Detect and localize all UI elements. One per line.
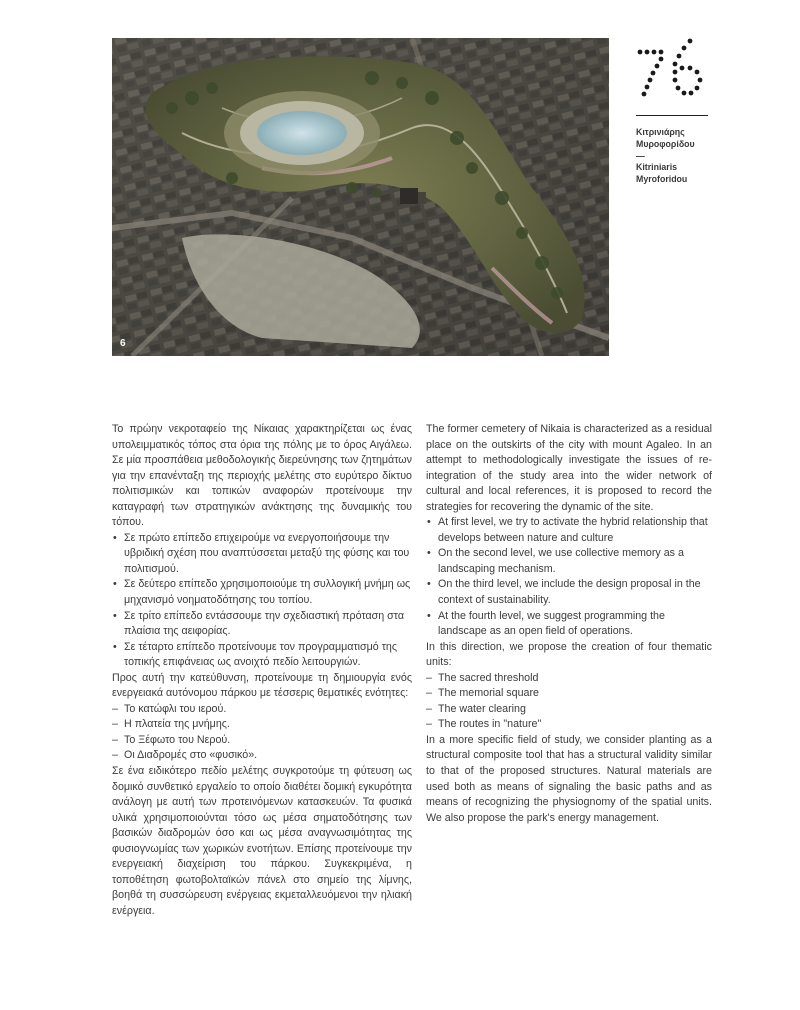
- english-text-column: [426, 422, 712, 826]
- greek-closing-paragraph: Σε ένα ειδικότερο πεδίο μελέτης συγκροτούμε τη φύτευση ως δομικό συνθετικό εργαλείο το οποίο διαθέτει δομική εγκυρότητα ανάλογη με αυτή των προτεινόμενων κατασκευών. Τα φυσικά υλικά χρησιμοποιούνται τόσο ως μέσα σηματοδότησης των βασικών διαδρομών όσο και ως μέσα αναγνωσιμότητας της φυσιογνωμίας των χωρικών ενοτήτων. Επίσης προτείνουμε την ενεργειακή διαχείριση του πάρκου. Συγκεκριμένα, η τοποθέτηση φωτοβολταϊκών πάνελ στο σημείο της λίμνης, βοηθά τη συσσώρευση ενέργειας εκμεταλλευόμενοι την ηλιακή ενέργεια.: [112, 765, 412, 917]
- greek-level-item: • Σε τέταρτο επίπεδο προτείνουμε τον προγραμματισμό της τοπικής επιφάνειας ως ανοιχτό πεδίο λειτουργιών.: [112, 640, 412, 671]
- author-latin-line1: Kitriniaris: [636, 162, 678, 173]
- author-latin-line2: Myroforidou: [636, 174, 688, 185]
- greek-unit-item: – Οι Διαδρομές στο «φυσικό».: [112, 748, 412, 764]
- greek-unit-item: – Το κατώφλι του ιερού.: [112, 702, 412, 718]
- english-closing-paragraph: In a more specific field of study, we consider planting as a structural composite tool that has a structural validity similar to that of the proposed structures. Natural materials are used both as means of signaling the basic paths and as means of recognizing the physiognomy of the spatial units. We also propose the park's energy management.: [426, 733, 712, 824]
- greek-unit-item: – Η πλατεία της μνήμης.: [112, 717, 412, 733]
- author-separator: —: [636, 150, 645, 161]
- greek-level-item: • Σε δεύτερο επίπεδο χρησιμοποιούμε τη συλλογική μνήμη ως μηχανισμό νοηματοδότησης του τοπίου.: [112, 577, 412, 608]
- english-units-intro: In this direction, we propose the creation of four thematic units:: [426, 640, 712, 669]
- author-credits: [636, 127, 766, 186]
- greek-units-intro: Προς αυτή την κατεύθυνση, προτείνουμε τη δημιουργία ενός ενεργειακά αυτόνομου πάρκου με τέσσερις θεματικές ενότητες:: [112, 671, 412, 700]
- author-greek-line2: Μυροφορίδου: [636, 138, 695, 149]
- greek-units-list: [112, 702, 412, 764]
- greek-unit-item: – Το Ξέφωτο του Νερού.: [112, 733, 412, 749]
- dot-matrix-76-logo: [636, 38, 708, 100]
- greek-level-item: • Σε τρίτο επίπεδο εντάσσουμε την σχεδιαστική πρόταση στα πλαίσια της αειφορίας.: [112, 609, 412, 640]
- english-unit-item: – The water clearing: [426, 702, 712, 718]
- english-level-item: • At the fourth level, we suggest programming the landscape as an open field of operations.: [426, 609, 712, 640]
- english-intro-paragraph: The former cemetery of Nikaia is characterized as a residual place on the outskirts of the city with mount Agaleo. In an attempt to methodologically investigate the issues of re-integration of the study area into the wider network of cultural and local references, it is proposed to record the strategies for recovering the dynamic of the site.: [426, 423, 712, 513]
- english-units-list: [426, 671, 712, 733]
- english-unit-item: – The routes in "nature": [426, 717, 712, 733]
- aerial-rendering-illustration: [112, 38, 609, 356]
- english-level-item: • On the second level, we use collective memory as a landscaping mechanism.: [426, 546, 712, 577]
- greek-level-item: • Σε πρώτο επίπεδο επιχειρούμε να ενεργοποιήσουμε την υβριδική σχέση που αναπτύσσεται μεταξύ της φύσης και του πολιτισμού.: [112, 531, 412, 578]
- author-greek-line1: Κιτρινιάρης: [636, 127, 685, 137]
- figure-number: 6: [120, 338, 126, 349]
- english-unit-item: – The sacred threshold: [426, 671, 712, 687]
- english-level-item: • On the third level, we include the design proposal in the context of sustainability.: [426, 577, 712, 608]
- logo-divider: [636, 115, 708, 116]
- greek-levels-list: [112, 531, 412, 671]
- greek-intro-paragraph: Το πρώην νεκροταφείο της Νίκαιας χαρακτηρίζεται ως ένας υπολειμματικός τόπος στα όρια της πόλης με το όρος Αιγάλεω. Σε μία προσπάθεια μεθοδολογικής διερεύνησης των ζητημάτων για την επανένταξη της περιοχής μελέτης στο ευρύτερο δίκτυο πολιτισμικών και τοπικών αναφορών προτείνουμε την καταγραφή των στρατηγικών ανάκτησης της δυναμικής του τόπου.: [112, 423, 412, 529]
- aerial-park-rendering: [112, 38, 609, 356]
- english-levels-list: [426, 515, 712, 639]
- english-unit-item: – The memorial square: [426, 686, 712, 702]
- english-level-item: • At first level, we try to activate the hybrid relationship that develops between nature and culture: [426, 515, 712, 546]
- greek-text-column: [112, 422, 412, 920]
